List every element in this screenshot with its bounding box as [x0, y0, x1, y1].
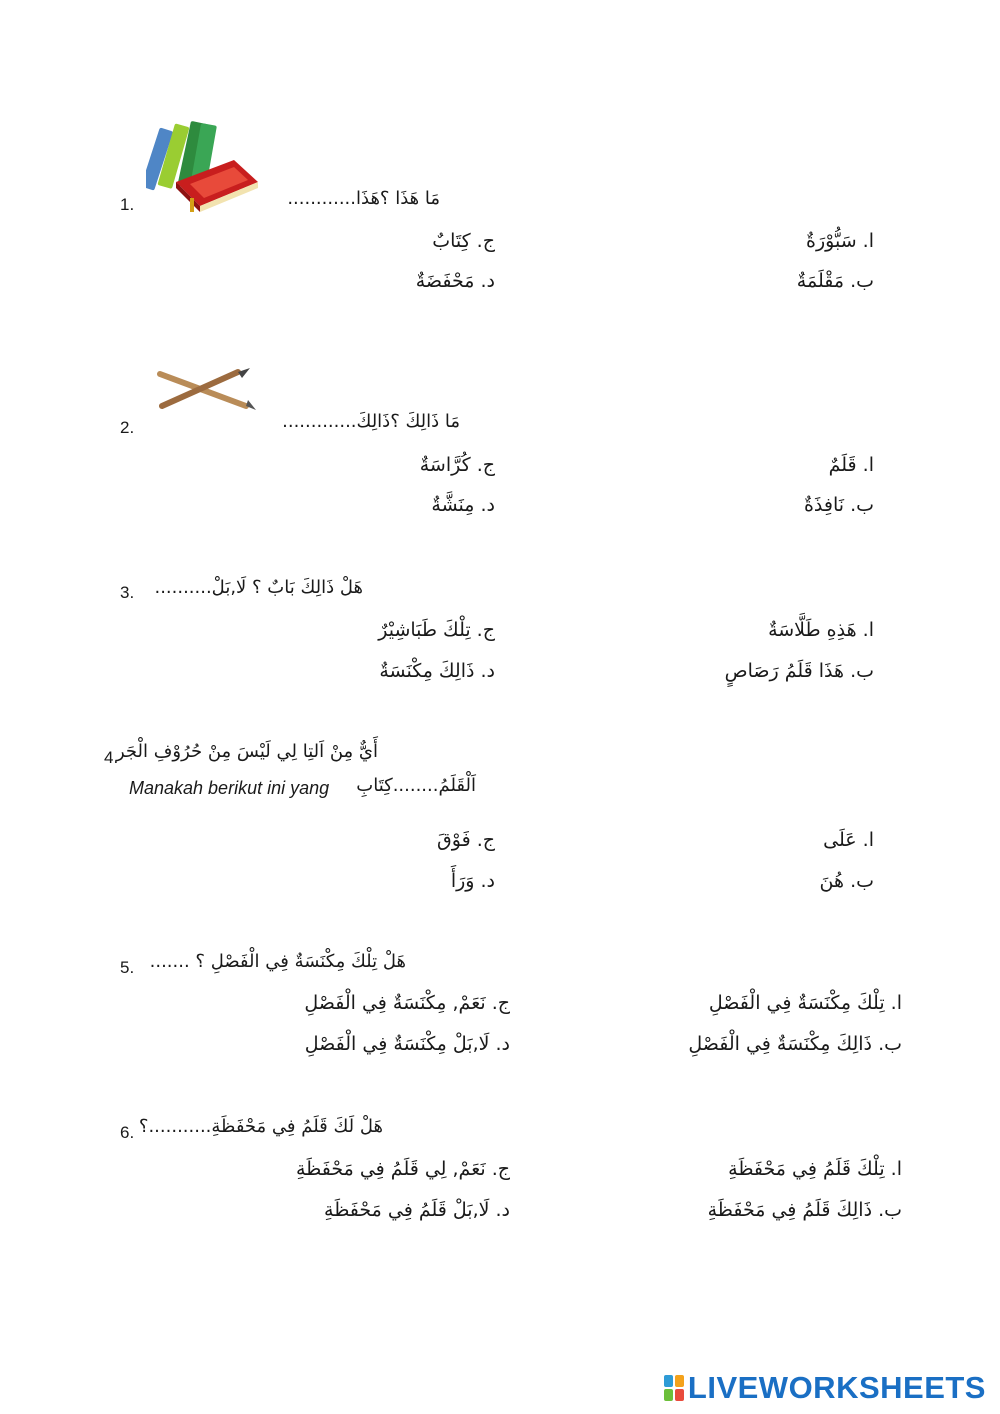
pencils-icon — [154, 362, 258, 414]
question-5-option-d[interactable]: د. لَا,بَلْ مِكْنَسَةٌ فِي الْفَصْلِ — [304, 1033, 510, 1055]
question-2-option-a[interactable]: ا. قَلَمٌ — [828, 454, 874, 476]
question-3-option-b[interactable]: ب. هَذَا قَلَمُ رَصَاصٍ — [724, 660, 874, 682]
question-1-option-c[interactable]: ج. كِتَابٌ — [432, 230, 495, 252]
question-6-option-a[interactable]: ا. تِلْكَ قَلَمُ فِي مَحْفَظَةِ — [728, 1158, 902, 1180]
question-3-option-c[interactable]: ج. تِلْكَ طَبَاشِيْرٌ — [378, 619, 495, 641]
question-5-prompt: هَلْ تِلْكَ مِكْنَسَةٌ فِي الْفَصْلِ ؟ ....... — [149, 951, 406, 972]
question-6-number: 6. — [120, 1123, 135, 1142]
question-5-option-b[interactable]: ب. ذَالِكَ مِكْنَسَةٌ فِي الْفَصْلِ — [688, 1033, 902, 1055]
question-1-prompt: مَا هَذَا ؟هَذَا............ — [287, 188, 440, 209]
question-6-option-d[interactable]: د. لَا,بَلْ قَلَمُ فِي مَحْفَظَةِ — [324, 1199, 510, 1221]
question-1-option-d[interactable]: د. مَحْفَضَةٌ — [415, 270, 495, 292]
question-1-option-b[interactable]: ب. مَقْلَمَةٌ — [796, 270, 874, 292]
question-4-option-d[interactable]: د. وَرَأَ — [450, 870, 495, 892]
question-4-prompt-latin: Manakah berikut ini yang — [129, 778, 330, 798]
question-1-number: 1. — [120, 195, 135, 214]
question-4-prompt-arabic-line: اَلْقَلَمُ........كِتَابِ — [356, 775, 476, 796]
liveworksheets-logo-icon — [664, 1375, 684, 1401]
liveworksheets-brand-text: LIVEWORKSHEETS — [687, 1370, 986, 1405]
question-2-option-c[interactable]: ج. كُرَّاسَةٌ — [419, 454, 495, 476]
question-6-option-b[interactable]: ب. ذَالِكَ قَلَمُ فِي مَحْفَظَةِ — [707, 1199, 902, 1221]
question-5-option-c[interactable]: ج. نَعَمْ, مِكْنَسَةٌ فِي الْفَصْلِ — [304, 992, 510, 1014]
question-6-option-c[interactable]: ج. نَعَمْ, لِي قَلَمُ فِي مَحْفَظَةِ — [295, 1158, 510, 1180]
question-1-option-a[interactable]: ا. سَبُّوْرَةٌ — [806, 230, 874, 252]
question-3-option-d[interactable]: د. ذَالِكَ مِكْنَسَةٌ — [379, 660, 495, 682]
question-4-option-a[interactable]: ا. عَلَى — [823, 829, 874, 851]
question-4-option-c[interactable]: ج. فَوْقَ — [437, 829, 495, 851]
question-4-number: 4. — [104, 748, 119, 767]
question-3-option-a[interactable]: ا. هَذِهِ طَلَّاسَةٌ — [768, 619, 874, 641]
question-5-number: 5. — [120, 958, 135, 977]
books-icon — [146, 120, 264, 212]
question-3-prompt: هَلْ ذَالِكَ بَابٌ ؟ لَا,بَلْ.......... — [154, 577, 363, 598]
question-4-prompt: أَيٌّ مِنْ اَلتِا لِي لَيْسَ مِنْ حُرُوْفِ الْجَر — [115, 741, 378, 762]
question-4-option-b[interactable]: ب. هُنَ — [819, 870, 874, 892]
question-2-option-b[interactable]: ب. نَافِذَةٌ — [803, 494, 874, 516]
question-6-prompt: هَلْ لَكَ قَلَمُ فِي مَحْفَظَةِ...........؟ — [138, 1116, 383, 1137]
question-2-option-d[interactable]: د. مِنَشَّةٌ — [431, 494, 495, 516]
question-3-number: 3. — [120, 583, 135, 602]
question-2-number: 2. — [120, 418, 135, 437]
question-5-option-a[interactable]: ا. تِلْكَ مِكْنَسَةٌ فِي الْفَصْلِ — [708, 992, 902, 1014]
liveworksheets-logo[interactable] — [664, 1370, 986, 1406]
question-2-prompt: مَا ذَالِكَ ؟ذَالِكَ............. — [282, 411, 460, 432]
